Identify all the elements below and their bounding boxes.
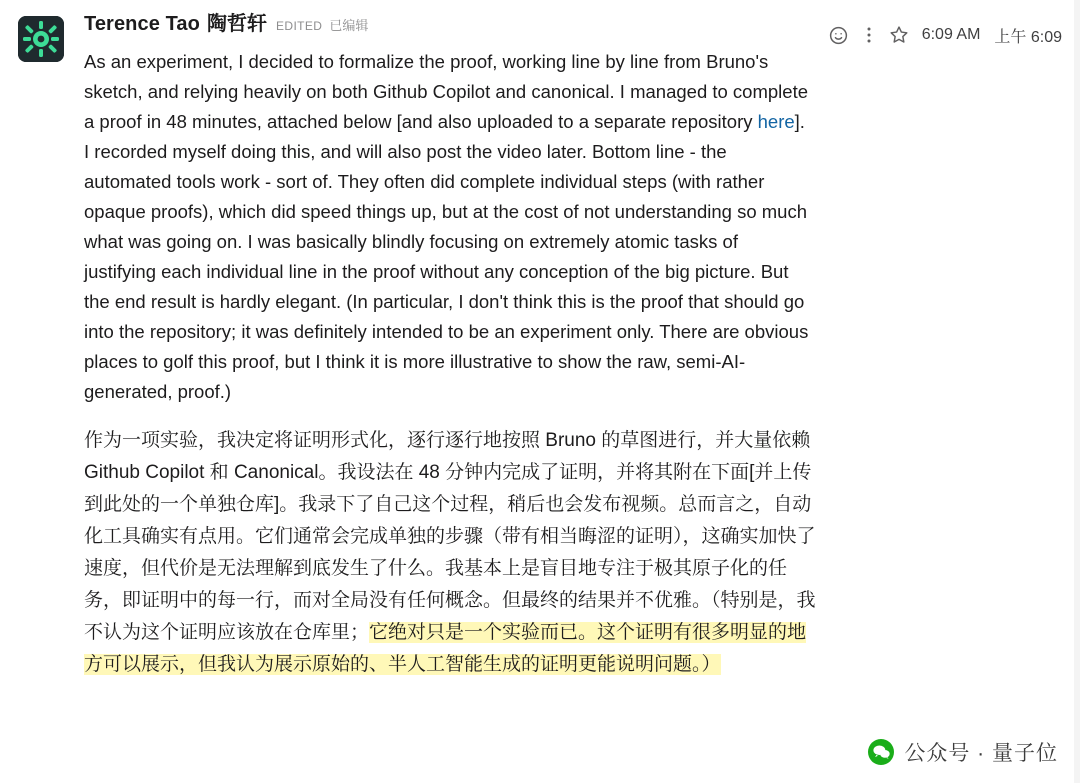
scroll-gutter[interactable] — [1074, 0, 1080, 783]
message-text-zh-part2: 但我认为展示原始的、半人工智能生成的证明更能说明问题。） — [198, 654, 721, 675]
message-actions-toolbar — [824, 20, 1062, 50]
watermark — [868, 737, 1058, 767]
message-text-en-part2: ]. I recorded myself doing this, and will also post the video later. Bottom line - the automated tools work - sort of. They often did complete individual steps (with rather opaque proofs), which did speed things up, but at the cost of not understanding so much what was going on. I was basically blindly focusing on extremely atomic tasks of justifying each individual line in the proof without any conception of the big picture. But the end result is hardly elegant. (In particular, I don't think this is the proof that should go into the repository; it was definitely intended to be an experiment only. There are obvious places to golf this proof, but I think it is more illustrative to show the raw, semi-AI-generated, proof.) — [84, 111, 809, 402]
message-text-en-part1: As an experiment, I decided to formalize the proof, working line by line from Bruno's sketch, and relying heavily on both Github Copilot and canonical. I managed to complete a proof in 48 minutes, attached below [and also uploaded to a separate repository — [84, 51, 809, 132]
message-text-zh-part1: 作为一项实验，我决定将证明形式化，逐行逐行地按照 Bruno 的草图进行，并大量依赖 Github Copilot 和 Canonical。我设法在 48 分钟内完成了证明，并将其附在下面[并上传到此处的一个单独仓库]。我录下了自己这个过程，稍后也会发布视频。总而言之，自动化工具确实有点用。它们通常会完成单独的步骤（带有相当晦涩的证明），这确实加快了速度，但代价是无法理解到底发生了什么。我基本上是盲目地专注于极其原子化的任务，即证明中的每一行，而对全局没有任何概念。但最终的结果并不优雅。（特别是，我不认为这个证明应该放在仓库里； — [84, 430, 816, 643]
wechat-icon — [868, 739, 894, 765]
watermark-text: 公众号 · 量子位 — [904, 742, 1058, 765]
author-name-en[interactable]: Terence Tao — [84, 13, 200, 35]
add-reaction-icon[interactable] — [824, 20, 854, 50]
author-name-zh[interactable]: 陶哲轩 — [206, 13, 267, 35]
here-link[interactable]: here — [757, 111, 795, 132]
message-timestamp-localized: 上午 6:09 — [994, 28, 1062, 46]
edited-badge: EDITED — [275, 19, 323, 33]
edited-badge-localized: 已编辑 — [329, 18, 369, 33]
avatar[interactable] — [18, 16, 64, 62]
message-text-zh-highlighted: 它绝对只是一个实验而已。这个证明有很多明显的地方可以展示， — [84, 622, 807, 675]
message-timestamp: 6:09 AM — [921, 26, 981, 43]
save-message-star-icon[interactable] — [884, 20, 914, 50]
message-text-chinese — [84, 425, 824, 681]
message-text-english — [84, 47, 812, 407]
more-actions-icon[interactable] — [854, 20, 884, 50]
message-body — [84, 14, 1062, 681]
